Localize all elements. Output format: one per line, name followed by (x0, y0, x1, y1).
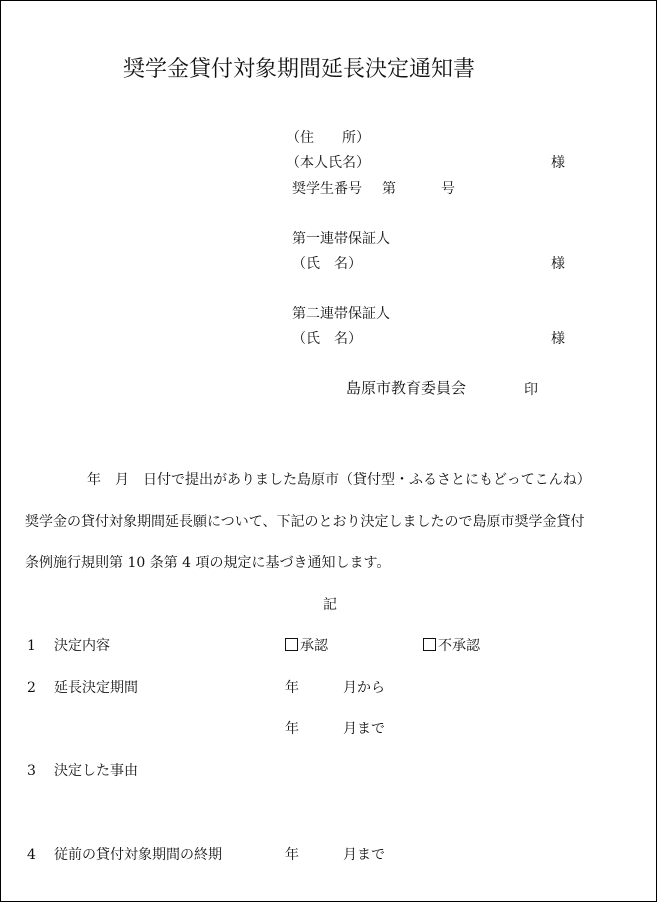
issuer-name: 島原市教育委員会 (346, 379, 467, 397)
reject-option[interactable] (423, 637, 480, 655)
approve-label: 承認 (300, 638, 328, 654)
item2-from-year: 年 (285, 680, 299, 696)
item4-year: 年 (285, 847, 299, 863)
guarantor1-honorific: 様 (551, 256, 565, 272)
document-title: 奨学金貸付対象期間延長決定通知書 (123, 57, 476, 82)
reject-label: 不承認 (438, 638, 480, 654)
guarantor2-heading: 第二連帯保証人 (292, 306, 390, 322)
item2-label: 延長決定期間 (54, 680, 138, 696)
item4-month: 月まで (343, 847, 385, 863)
scholar-number-label: 奨学生番号 (292, 181, 362, 197)
item2-to-year: 年 (285, 721, 299, 737)
body-line-2: 奨学金の貸付対象期間延長願について、下記のとおり決定しましたので島原市奨学金貸付 (25, 514, 585, 530)
item2-number: 2 (27, 680, 36, 696)
body-line-1: 年 月 日付で提出がありました島原市（貸付型・ふるさとにもどってこんね） (87, 472, 591, 488)
item3-label: 決定した事由 (54, 763, 138, 779)
guarantor2-honorific: 様 (551, 331, 565, 347)
item4-label: 従前の貸付対象期間の終期 (54, 847, 222, 863)
item2-from-month: 月から (343, 680, 385, 696)
item1-label: 決定内容 (54, 638, 110, 654)
scholar-number-suffix: 号 (441, 181, 455, 197)
body-line-3: 条例施行規則第 10 条第 4 項の規定に基づき通知します。 (25, 555, 391, 571)
reject-checkbox[interactable] (423, 638, 436, 651)
item3-number: 3 (27, 763, 36, 779)
approve-option[interactable] (285, 637, 328, 655)
recipient-honorific: 様 (551, 155, 565, 171)
item2-to-month: 月まで (343, 721, 385, 737)
approve-checkbox[interactable] (285, 638, 298, 651)
notes-heading: 記 (323, 597, 337, 613)
guarantor1-name-label: （氏 名） (292, 256, 362, 272)
guarantor2-name-label: （氏 名） (292, 331, 362, 347)
item1-number: 1 (27, 638, 36, 654)
guarantor1-heading: 第一連帯保証人 (292, 231, 390, 247)
item4-number: 4 (27, 847, 36, 863)
recipient-name-label: （本人氏名） (286, 155, 370, 171)
scholar-number-prefix: 第 (382, 181, 396, 197)
address-label: （住 所） (286, 130, 370, 146)
issuer-seal: 印 (524, 382, 538, 398)
